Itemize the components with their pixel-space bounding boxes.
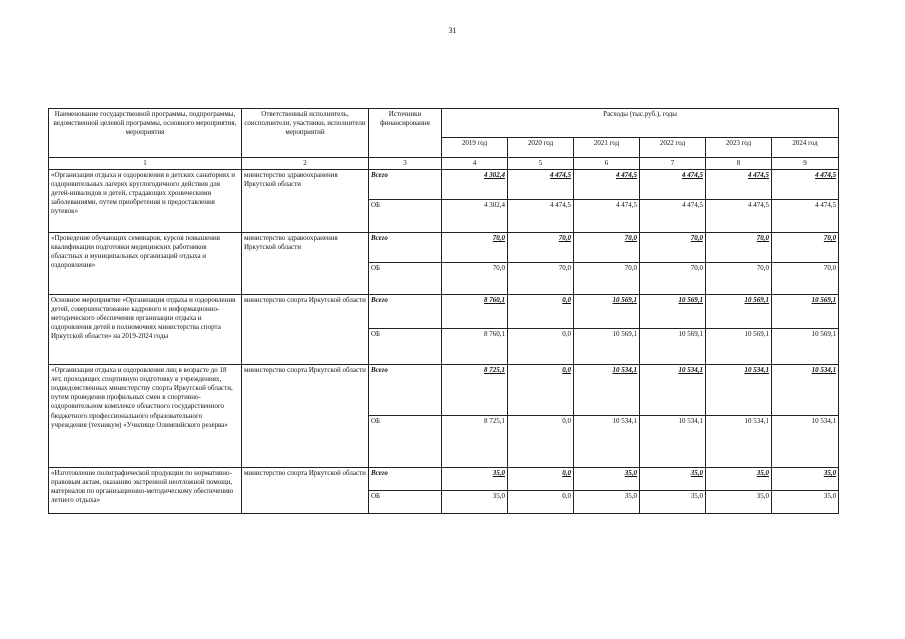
total-value-cell: 0,0 — [508, 468, 574, 491]
total-value-cell: 10 569,1 — [640, 295, 706, 329]
program-row-total — [49, 468, 839, 491]
total-value-cell: 35,0 — [706, 468, 772, 491]
ob-value-cell: 70,0 — [442, 263, 508, 295]
source-total-label: Всего — [369, 365, 442, 416]
header-name-column: Наименование государственной программы, подпрограммы, ведомственной целевой программы, основного мероприятия, мероприятия — [49, 109, 242, 158]
source-total-label: Всего — [369, 468, 442, 491]
total-value-cell: 35,0 — [640, 468, 706, 491]
ob-value-cell: 4 474,5 — [640, 200, 706, 233]
total-value-cell: 70,0 — [574, 233, 640, 263]
program-name: Основное мероприятие «Организация отдыха и оздоровления детей, совершенствование кадрового и информационно-методического обеспечения организации отдыха и оздоровления детей в полномочиях министерства спорта Иркутской области» на 2019-2024 годы — [49, 295, 242, 365]
ob-value-cell: 10 534,1 — [574, 416, 640, 468]
ob-value-cell: 8 760,1 — [442, 329, 508, 365]
ob-value-cell: 35,0 — [574, 491, 640, 514]
header-year: 2024 год — [772, 138, 839, 158]
program-row-total — [49, 295, 839, 329]
ob-value-cell: 70,0 — [508, 263, 574, 295]
ob-value-cell: 10 569,1 — [574, 329, 640, 365]
total-value-cell: 35,0 — [574, 468, 640, 491]
ob-value-cell: 70,0 — [640, 263, 706, 295]
index-cell: 6 — [574, 158, 640, 170]
total-value-cell: 35,0 — [772, 468, 839, 491]
total-value-cell: 8 760,1 — [442, 295, 508, 329]
total-value-cell: 10 534,1 — [772, 365, 839, 416]
program-row-total — [49, 170, 839, 200]
ob-value-cell: 10 569,1 — [640, 329, 706, 365]
source-ob-label: ОБ — [369, 416, 442, 468]
total-value-cell: 70,0 — [442, 233, 508, 263]
source-total-label: Всего — [369, 170, 442, 200]
header-year: 2022 год — [640, 138, 706, 158]
source-ob-label: ОБ — [369, 491, 442, 514]
program-row-total — [49, 365, 839, 416]
index-cell: 9 — [772, 158, 839, 170]
total-value-cell: 10 569,1 — [574, 295, 640, 329]
source-ob-label: ОБ — [369, 200, 442, 233]
ob-value-cell: 70,0 — [706, 263, 772, 295]
ob-value-cell: 4 302,4 — [442, 200, 508, 233]
index-cell: 4 — [442, 158, 508, 170]
total-value-cell: 10 569,1 — [772, 295, 839, 329]
index-cell: 2 — [242, 158, 369, 170]
ob-value-cell: 70,0 — [574, 263, 640, 295]
index-cell: 3 — [369, 158, 442, 170]
program-name: «Организация отдыха и оздоровления лиц в возрасте до 18 лет, проходящих спортивную подготовку в учреждениях, подведомственных министерству спорта Иркутской области, путем проведения профильных смен в спортивно-оздоровительном комплексе областного государственного бюджетного профессионального образовательного учреждения (техникум) «Училище Олимпийского резерва» — [49, 365, 242, 468]
total-value-cell: 4 474,5 — [772, 170, 839, 200]
program-executor: министерство спорта Иркутской области — [242, 295, 369, 365]
expenses-table — [48, 108, 839, 514]
total-value-cell: 35,0 — [442, 468, 508, 491]
ob-value-cell: 35,0 — [772, 491, 839, 514]
ob-value-cell: 8 725,1 — [442, 416, 508, 468]
total-value-cell: 4 474,5 — [640, 170, 706, 200]
index-cell: 5 — [508, 158, 574, 170]
program-name: «Организация отдыха и оздоровления в детских санаториях и оздоровительных лагерях круглогодичного действия для детей-инвалидов и детей, страдающих хроническими заболеваниями, путем приобретения и предоставления путевок» — [49, 170, 242, 233]
header-executor-column: Ответственный исполнитель, соисполнители, участники, исполнители мероприятий — [242, 109, 369, 158]
ob-value-cell: 35,0 — [442, 491, 508, 514]
total-value-cell: 8 725,1 — [442, 365, 508, 416]
program-executor: министерство здравоохранения Иркутской области — [242, 233, 369, 295]
ob-value-cell: 4 474,5 — [772, 200, 839, 233]
total-value-cell: 70,0 — [508, 233, 574, 263]
ob-value-cell: 0,0 — [508, 416, 574, 468]
ob-value-cell: 4 474,5 — [508, 200, 574, 233]
index-cell: 8 — [706, 158, 772, 170]
index-cell: 7 — [640, 158, 706, 170]
program-name: «Проведение обучающих семинаров, курсов повышения квалификации подготовки медицинских работников областных и муниципальных организаций отдыха и оздоровления» — [49, 233, 242, 295]
ob-value-cell: 70,0 — [772, 263, 839, 295]
ob-value-cell: 35,0 — [640, 491, 706, 514]
source-total-label: Всего — [369, 295, 442, 329]
total-value-cell: 70,0 — [640, 233, 706, 263]
program-executor: министерство спорта Иркутской области — [242, 365, 369, 468]
header-year: 2019 год — [442, 138, 508, 158]
program-executor: министерство спорта Иркутской области — [242, 468, 369, 514]
program-executor: министерство здравоохранения Иркутской области — [242, 170, 369, 233]
page-number: 31 — [448, 26, 457, 35]
ob-value-cell: 0,0 — [508, 491, 574, 514]
source-ob-label: ОБ — [369, 263, 442, 295]
index-row — [49, 158, 839, 170]
total-value-cell: 10 534,1 — [574, 365, 640, 416]
program-name: «Изготовление полиграфической продукции по нормативно-правовым актам, оказанию экстренной неотложной помощи, материалов по организационно-методическому обеспечению летнего отдыха» — [49, 468, 242, 514]
ob-value-cell: 10 569,1 — [772, 329, 839, 365]
ob-value-cell: 0,0 — [508, 329, 574, 365]
total-value-cell: 70,0 — [772, 233, 839, 263]
ob-value-cell: 4 474,5 — [574, 200, 640, 233]
header-expenses: Расходы (тыс.руб.), годы — [442, 109, 839, 138]
index-cell: 1 — [49, 158, 242, 170]
header-year: 2021 год — [574, 138, 640, 158]
source-total-label: Всего — [369, 233, 442, 263]
total-value-cell: 0,0 — [508, 365, 574, 416]
ob-value-cell: 10 534,1 — [772, 416, 839, 468]
ob-value-cell: 10 534,1 — [640, 416, 706, 468]
total-value-cell: 70,0 — [706, 233, 772, 263]
total-value-cell: 4 474,5 — [508, 170, 574, 200]
total-value-cell: 10 534,1 — [706, 365, 772, 416]
total-value-cell: 4 474,5 — [706, 170, 772, 200]
header-year: 2023 год — [706, 138, 772, 158]
ob-value-cell: 4 474,5 — [706, 200, 772, 233]
ob-value-cell: 10 534,1 — [706, 416, 772, 468]
ob-value-cell: 35,0 — [706, 491, 772, 514]
program-row-total — [49, 233, 839, 263]
ob-value-cell: 10 569,1 — [706, 329, 772, 365]
total-value-cell: 10 534,1 — [640, 365, 706, 416]
total-value-cell: 4 474,5 — [574, 170, 640, 200]
header-source-column: Источники финансирования — [369, 109, 442, 158]
header-year: 2020 год — [508, 138, 574, 158]
total-value-cell: 10 569,1 — [706, 295, 772, 329]
total-value-cell: 0,0 — [508, 295, 574, 329]
source-ob-label: ОБ — [369, 329, 442, 365]
total-value-cell: 4 302,4 — [442, 170, 508, 200]
